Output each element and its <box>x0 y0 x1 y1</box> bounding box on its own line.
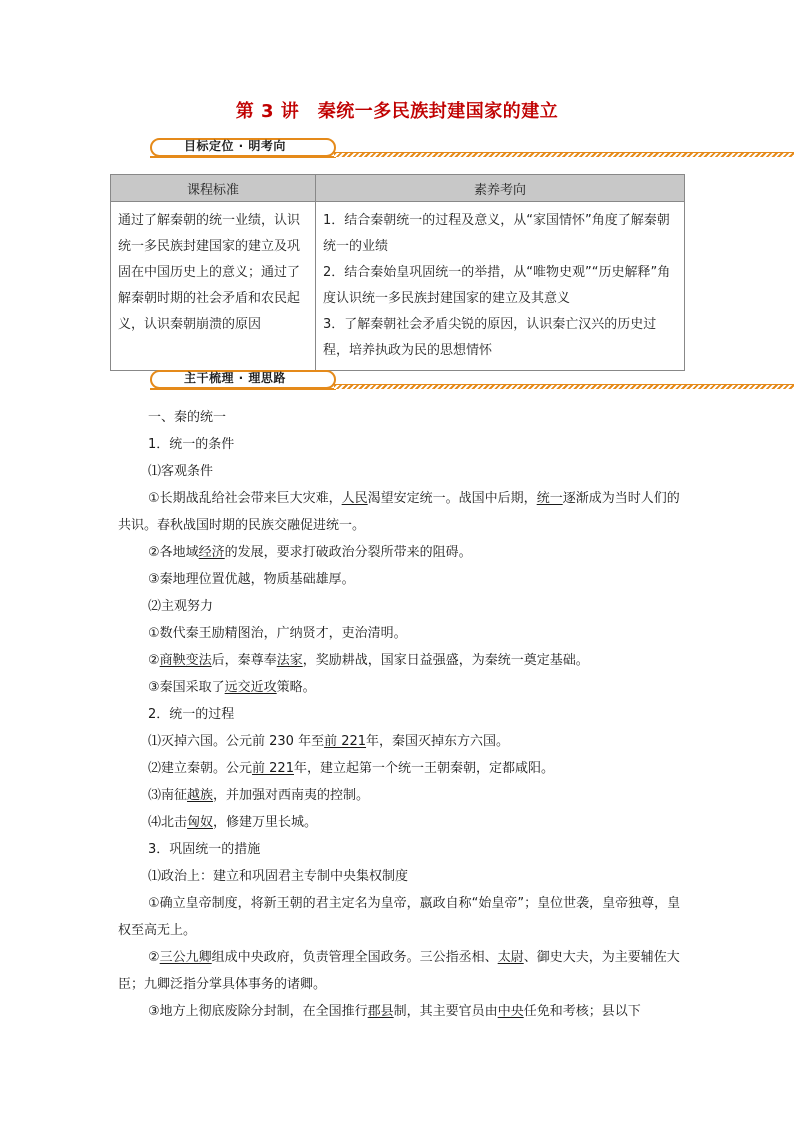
paragraph: ②三公九卿组成中央政府，负责管理全国政务。三公指丞相、太尉、御史大夫，为主要辅佐大臣；九卿泛指分掌具体事务的诸卿。 <box>118 950 680 992</box>
paragraph: ②商鞅变法后，秦尊奉法家，奖励耕战，国家日益强盛，为秦统一奠定基础。 <box>148 653 589 668</box>
table-cell-directions <box>316 202 685 371</box>
paragraph: ①长期战乱给社会带来巨大灾难，人民渴望安定统一。战国中后期，统一逐渐成为当时人们的共识。春秋战国时期的民族交融促进统一。 <box>118 491 680 533</box>
banner-stripe <box>334 384 794 389</box>
paragraph: ①确立皇帝制度，将新王朝的君主定名为皇帝，嬴政自称“始皇帝”；皇位世袭，皇帝独尊，皇权至高无上。 <box>118 896 681 938</box>
banner-stripe <box>334 152 794 157</box>
paragraph: ⑶南征越族，并加强对西南夷的控制。 <box>148 788 370 803</box>
section-banner-goal <box>150 136 794 162</box>
main-content <box>118 404 682 1025</box>
paragraph: ⑷北击匈奴，修建万里长城。 <box>148 815 318 830</box>
page-title: 第 3 讲 秦统一多民族封建国家的建立 <box>235 101 559 122</box>
heading-3: ⑴政治上：建立和巩固君主专制中央集权制度 <box>148 869 409 884</box>
direction-item: 2．结合秦始皇巩固统一的举措，从“唯物史观”“历史解释”角度认识统一多民族封建国家的建立及其意义 <box>323 265 671 306</box>
paragraph: ③秦地理位置优越，物质基础雄厚。 <box>148 572 355 587</box>
paragraph: ①数代秦王励精图治，广纳贤才，吏治清明。 <box>148 626 407 641</box>
direction-item: 1．结合秦朝统一的过程及意义，从“家国情怀”角度了解秦朝统一的业绩 <box>323 213 670 254</box>
table-header-standard: 课程标准 <box>111 175 316 202</box>
paragraph: ②各地域经济的发展，要求打破政治分裂所带来的阻碍。 <box>148 545 472 560</box>
paragraph: ⑵建立秦朝。公元前 221年，建立起第一个统一王朝秦朝，定都咸阳。 <box>148 761 554 776</box>
direction-item: 3．了解秦朝社会矛盾尖锐的原因，认识秦亡汉兴的历史过程，培养执政为民的思想情怀 <box>323 317 657 358</box>
heading-3: ⑴客观条件 <box>148 464 214 479</box>
section-banner-sort <box>150 368 794 394</box>
paragraph: ③地方上彻底废除分封制，在全国推行郡县制，其主要官员由中央任免和考核；县以下 <box>148 1004 641 1019</box>
table-header-direction: 素养考向 <box>316 175 685 202</box>
banner-label: 主干梳理 · 理思路 <box>184 371 286 385</box>
heading-2: 3．巩固统一的措施 <box>148 842 261 857</box>
standards-table <box>110 174 685 371</box>
heading-2: 1．统一的条件 <box>148 437 235 452</box>
heading-3: ⑵主观努力 <box>148 599 214 614</box>
paragraph: ⑴灭掉六国。公元前 230 年至前 221年，秦国灭掉东方六国。 <box>148 734 510 749</box>
table-cell-standard: 通过了解秦朝的统一业绩，认识统一多民族封建国家的建立及巩固在中国历史上的意义；通过了解秦朝时期的社会矛盾和农民起义，认识秦朝崩溃的原因 <box>111 202 316 371</box>
heading-2: 2．统一的过程 <box>148 707 235 722</box>
heading-1: 一、秦的统一 <box>148 410 227 425</box>
paragraph: ③秦国采取了远交近攻策略。 <box>148 680 316 695</box>
banner-label: 目标定位 · 明考向 <box>184 139 286 153</box>
